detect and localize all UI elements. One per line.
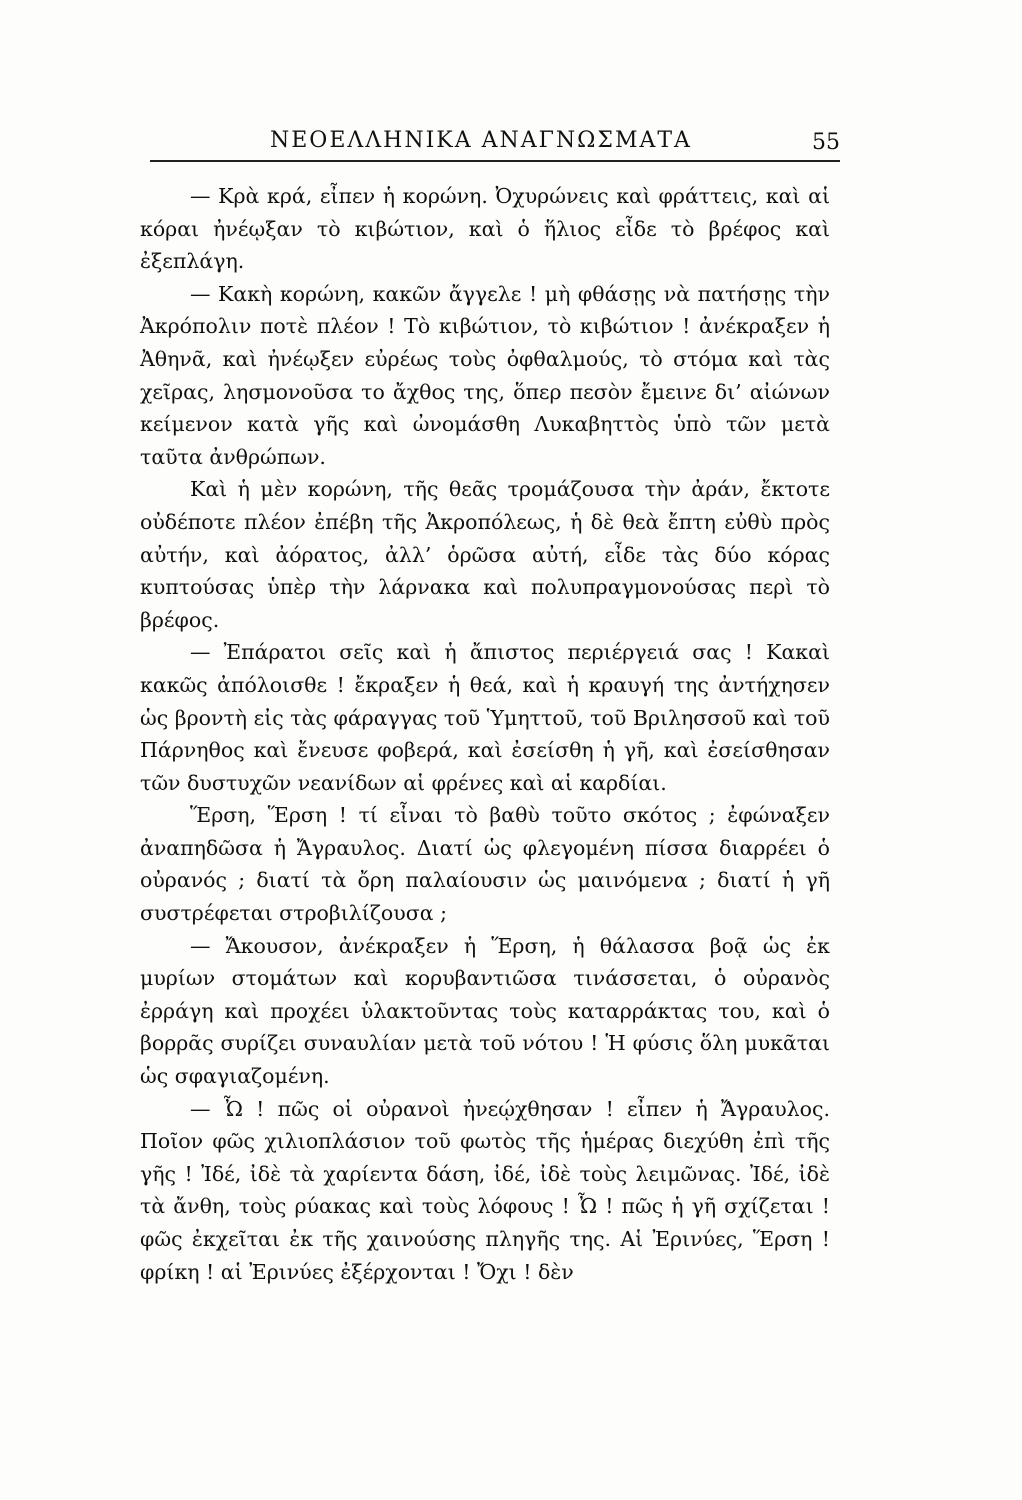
body-text [140, 180, 830, 1288]
paragraph: — Ὦ ! πῶς οἱ οὐρανοὶ ἠνεῴχθησαν ! εἶπεν ἡ Ἄγραυλος. Ποῖον φῶς χιλιοπλάσιον τοῦ φωτὸς τῆς ἡμέρας διεχύθη ἐπὶ τῆς γῆς ! Ἰδέ, ἰδὲ τὰ χαρίεντα δάση, ἰδέ, ἰδὲ τοὺς λειμῶνας. Ἰδέ, ἰδὲ τὰ ἄνθη, τοὺς ρύακας καὶ τοὺς λόφους ! Ὦ ! πῶς ἡ γῆ σχίζεται ! φῶς ἐκχεῖται ἐκ τῆς χαινούσης πληγῆς της. Αἱ Ἐρινύες, Ἕρση ! φρίκη ! αἱ Ἐρινύες ἐξέρχονται ! Ὄχι ! δὲν [140, 1096, 830, 1284]
paragraph: — Ἄκουσον, ἀνέκραξεν ἡ Ἕρση, ἡ θάλασσα βοᾷ ὡς ἐκ μυρίων στομάτων καὶ κορυβαντιῶσα τινάσσεται, ὁ οὐρανὸς ἐρράγη καὶ προχέει ὑλακτοῦντας τοὺς καταρράκτας του, καὶ ὁ βορρᾶς συρίζει συναυλίαν μετὰ τοῦ νότου ! Ἡ φύσις ὅλη μυκᾶται ὡς σφαγιαζομένη. [140, 933, 830, 1089]
paragraph: Καὶ ἡ μὲν κορώνη, τῆς θεᾶς τρομάζουσα τὴν ἀράν, ἔκτοτε οὐδέποτε πλέον ἐπέβη τῆς Ἀκροπόλεως, ἡ δὲ θεὰ ἔπτη εὐθὺ πρὸς αὐτήν, καὶ ἀόρατος, ἀλλ’ ὁρῶσα αὐτή, εἶδε τὰς δύο κόρας κυπτούσας ὑπὲρ τὴν λάρνακα καὶ πολυπραγμονούσας περὶ τὸ βρέφος. [140, 477, 830, 632]
page-number: 55 [812, 130, 840, 155]
running-head: ΝΕΟΕΛΛΗΝΙΚΑ ΑΝΑΓΝΩΣΜΑΤΑ [270, 128, 692, 153]
page-header [150, 120, 840, 160]
paragraph: — Ἐπάρατοι σεῖς καὶ ἡ ἄπιστος περιέργειά σας ! Κακαὶ κακῶς ἀπόλοισθε ! ἔκραξεν ἡ θεά, καὶ ἡ κραυγή της ἀντήχησεν ὡς βροντὴ εἰς τὰς φάραγγας τοῦ Ὑμηττοῦ, τοῦ Βριλησσοῦ καὶ τοῦ Πάρνηθος καὶ ἔνευσε φοβερά, καὶ ἐσείσθη ἡ γῆ, καὶ ἐσείσθησαν τῶν δυστυχῶν νεανίδων αἱ φρένες καὶ αἱ καρδίαι. [140, 640, 830, 795]
header-rule [150, 160, 840, 162]
paragraph: — Κακὴ κορώνη, κακῶν ἄγγελε ! μὴ φθάσῃς νὰ πατήσῃς τὴν Ἀκρόπολιν ποτὲ πλέον ! Τὸ κιβώτιον, τὸ κιβώτιον ! ἀνέκραξεν ἡ Ἀθηνᾶ, καὶ ἠνέῳξεν εὐρέως τοὺς ὀφθαλμούς, τὸ στόμα καὶ τὰς χεῖρας, λησμονοῦσα το ἄχθος της, ὅπερ πεσὸν ἔμεινε δι’ αἰώνων κείμενον κατὰ γῆς καὶ ὠνομάσθη Λυκαβηττὸς ὑπὸ τῶν μετὰ ταῦτα ἀνθρώπων. [140, 281, 830, 469]
paragraph: Ἕρση, Ἕρση ! τί εἶναι τὸ βαθὺ τοῦτο σκότος ; ἐφώναξεν ἀναπηδῶσα ἡ Ἄγραυλος. Διατί ὡς φλεγομένη πίσσα διαρρέει ὁ οὐρανός ; διατί τὰ ὄρη παλαίουσιν ὡς μαινόμενα ; διατί ἡ γῆ συστρέφεται στροβιλίζουσα ; [140, 803, 830, 926]
paragraph: — Κρὰ κρά, εἶπεν ἡ κορώνη. Ὀχυρώνεις καὶ φράττεις, καὶ αἱ κόραι ἠνέῳξαν τὸ κιβώτιον, καὶ ὁ ἥλιος εἶδε τὸ βρέφος καὶ ἐξεπλάγη. [140, 184, 830, 274]
